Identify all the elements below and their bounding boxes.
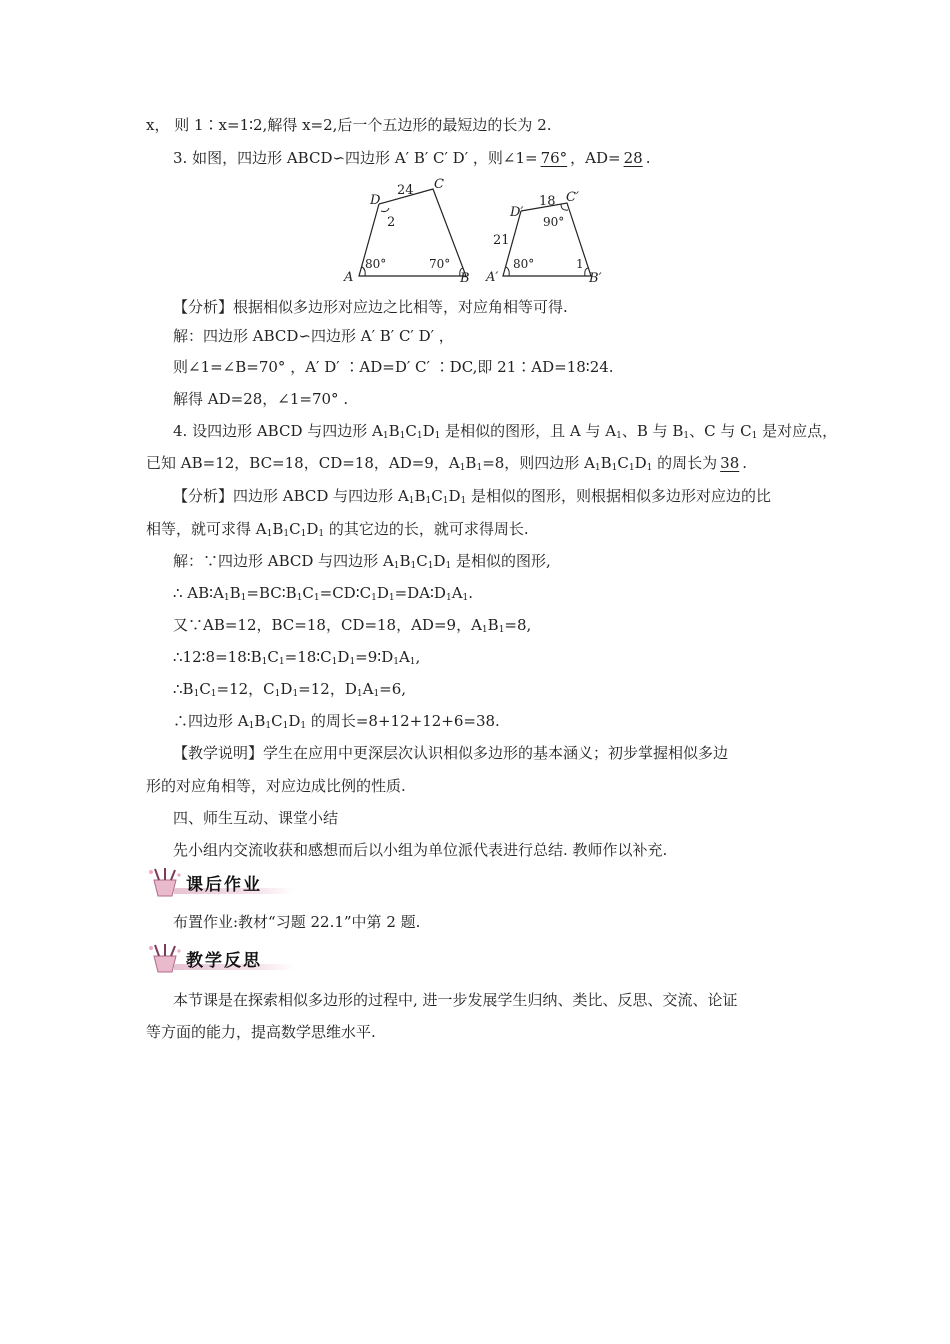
question-4-line-1: 4. 设四边形 ABCD 与四边形 $A_1B_1C_1D_1$ 是相似的图形，且 A 与 $A_1$、B 与 $B_1$、C 与 $C_1$ 是对应点， [173, 422, 838, 441]
homework-text: 布置作业:教材“习题 22.1”中第 2 题. [173, 913, 421, 931]
label-d-prime: D′ [510, 205, 524, 220]
label-a-prime: A′ [486, 270, 499, 285]
angle-a-prime-label: 80° [513, 257, 535, 271]
reflection-text-line-1: 本节课是在探索相似多边形的过程中, 进一步发展学生归纳、类比、反思、交流、论证 [173, 991, 738, 1009]
label-a: A [344, 270, 354, 285]
solution-3-line-1: 解：四边形 ABCD∽四边形 A′ B′ C′ D′ ， [173, 327, 454, 345]
angle-arc-a-prime [506, 267, 509, 276]
label-c-prime: C′ [566, 190, 579, 205]
answer-perimeter: 38 [720, 454, 740, 472]
solution-4-line-4: $\therefore 12∶8=18∶B_1C_1=18∶C_1D_1=9∶D_1A_1$, [173, 648, 421, 667]
solution-4-line-5: $\therefore B_1C_1=12$，$C_1D_1=12$，$D_1A_1=6$, [173, 680, 407, 699]
solution-4-line-3: 又∵AB=12，BC=18，CD=18，AD=9，$A_1B_1=8$, [173, 616, 532, 635]
label-b-prime: B′ [589, 271, 602, 286]
side-d1c1-length: 18 [539, 194, 556, 209]
answer-ad: 28 [623, 149, 643, 167]
homework-heading-label: 课后作业 [186, 875, 262, 895]
label-c: C [434, 178, 444, 192]
solution-3-line-2: 则∠1=∠B=70° ，A′ D′ ∶AD=D′ C′ ∶DC,即 21∶AD=18∶24. [173, 358, 614, 376]
quadrilateral-figure [335, 178, 635, 290]
angle-c-prime-label: 90° [543, 215, 565, 229]
text-line-1: x， 则 1∶x=1∶2,解得 x=2,后一个五边形的最短边的长为 2. [146, 116, 552, 134]
section-4-text: 先小组内交流收获和感想而后以小组为单位派代表进行总结. 教师作以补充. [173, 841, 668, 859]
side-dc-length: 24 [397, 183, 414, 198]
angle-2-label: 2 [387, 215, 396, 230]
solution-4-line-1: 解：∵四边形 ABCD 与四边形 $A_1B_1C_1D_1$ 是相似的图形, [173, 552, 551, 571]
teaching-note-line-1: 【教学说明】学生在应用中更深层次认识相似多边形的基本涵义；初步掌握相似多边 [173, 744, 729, 762]
solution-3-line-3: 解得 AD=28，∠1=70° . [173, 390, 349, 408]
answer-angle-1: 76° [540, 149, 568, 167]
analysis-3: 【分析】根据相似多边形对应边之比相等，对应角相等可得. [173, 298, 568, 316]
homework-heading [146, 866, 296, 898]
angle-arc-b-prime [585, 268, 588, 276]
teaching-note-line-2: 形的对应角相等，对应边成比例的性质. [146, 777, 406, 795]
analysis-4-line-2: 相等，就可求得 $A_1B_1C_1D_1$ 的其它边的长，就可求得周长. [146, 520, 529, 539]
question-4-line-2: 已知 AB=12，BC=18，CD=18，AD=9，$A_1B_1=8$，则四边形 $A_1B_1C_1D_1$ 的周长为 38 . [146, 454, 748, 473]
solution-4-line-2: ∴ $AB∶A_1B_1=BC∶B_1C_1=CD∶C_1D_1=DA∶D_1A_1$. [173, 584, 474, 603]
reflection-heading [146, 942, 296, 974]
side-a1d1-length: 21 [493, 233, 510, 248]
reflection-heading-label: 教学反思 [186, 951, 262, 971]
angle-a-label: 80° [365, 257, 387, 271]
analysis-4-line-1: 【分析】四边形 ABCD 与四边形 $A_1B_1C_1D_1$ 是相似的图形，则根据相似多边形对应边的比 [173, 487, 772, 506]
section-4-title: 四、师生互动、课堂小结 [173, 809, 339, 827]
angle-b-label: 70° [429, 257, 451, 271]
label-b: B [460, 271, 470, 286]
question-3: 3. 如图，四边形 ABCD∽四边形 A′ B′ C′ D′ ，则∠1= 76° ，AD= 28 . [173, 149, 651, 167]
angle-1-label: 1 [576, 257, 584, 271]
angle-arc-d [381, 208, 389, 212]
solution-4-line-6: ∴四边形 $A_1B_1C_1D_1$ 的周长=8+12+12+6=38. [173, 712, 500, 731]
reflection-text-line-2: 等方面的能力，提高数学思维水平. [146, 1023, 376, 1041]
label-d: D [370, 193, 381, 208]
